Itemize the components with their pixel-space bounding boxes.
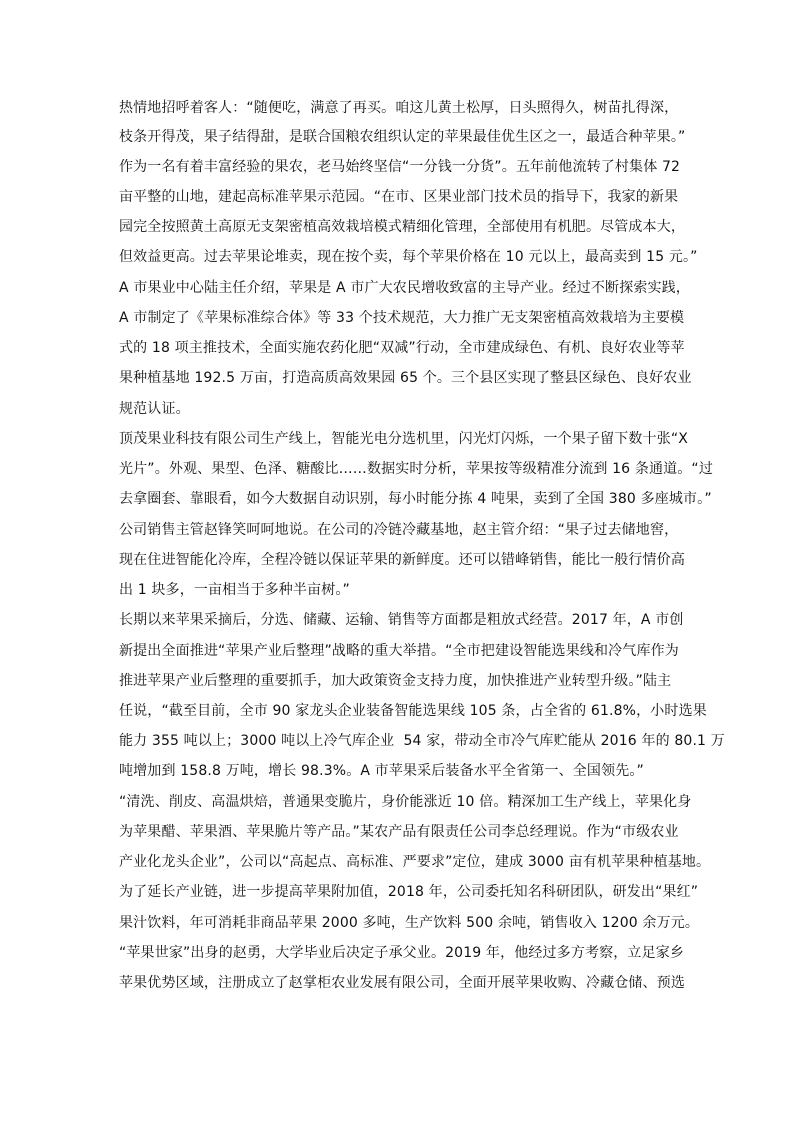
text-line-9: 式的 18 项主推技术，全面实施农药化肥“双减”行动，全市建成绿色、有机、良好农业等苹: [119, 340, 685, 356]
text-line-20: 推进苹果产业后整理的重要抓手，加大政策资金支持力度，加快推进产业转型升级。”陆主: [119, 673, 672, 689]
text-line-4: 亩平整的山地，建起高标准苹果示范园。“在市、区果业部门技术员的指导下，我家的新果: [119, 189, 679, 205]
text-line-8: A 市制定了《苹果标准综合体》等 33 个技术规范，大力推广无支架密植高效栽培为主要模: [119, 310, 685, 326]
text-line-23: 吨增加到 158.8 万吨，增长 98.3%。A 市苹果采后装备水平全省第一、全国领先。”: [119, 763, 644, 779]
text-line-12: 顶茂果业科技有限公司生产线上，智能光电分选机里，闪光灯闪烁，一个果子留下数十张“X: [119, 431, 688, 447]
text-line-30: 苹果优势区域，注册成立了赵掌柜农业发展有限公司，全面开展苹果收购、冷藏仓储、预选: [119, 975, 685, 991]
text-line-18: 长期以来苹果采摘后，分选、储藏、运输、销售等方面都是粗放式经营。2017 年，A 市创: [119, 612, 684, 628]
text-line-29: “苹果世家”出身的赵勇，大学毕业后决定子承父业。2019 年，他经过多方考察，立足家乡: [119, 945, 685, 961]
text-line-15: 公司销售主管赵锋笑呵呵地说。在公司的冷链冷藏基地，赵主管介绍：“果子过去储地窖，: [119, 522, 679, 538]
text-line-16: 现在住进智能化冷库，全程冷链以保证苹果的新鲜度。还可以错峰销售，能比一般行情价高: [119, 552, 685, 568]
text-line-7: A 市果业中心陆主任介绍，苹果是 A 市广大农民增收致富的主导产业。经过不断探索实践，: [119, 280, 690, 296]
text-line-3: 作为一名有着丰富经验的果农，老马始终坚信“一分钱一分货”。五年前他流转了村集体 72: [119, 159, 681, 175]
text-line-28: 果汁饮料，年可消耗非商品苹果 2000 多吨，生产饮料 500 余吨，销售收入 1200 余万元。: [119, 915, 700, 931]
text-line-27: 为了延长产业链，进一步提高苹果附加值，2018 年，公司委托知名科研团队，研发出“果红”: [119, 884, 699, 900]
text-line-26: 产业化龙头企业”，公司以“高起点、高标准、严要求”定位，建成 3000 亩有机苹果种植基地。: [119, 854, 711, 870]
text-line-1: 热情地招呼着客人：“随便吃，满意了再买。咱这儿黄土松厚，日头照得久，树苗扎得深，: [119, 100, 679, 116]
text-line-13: 光片”。外观、果型、色泽、糖酸比……数据实时分析，苹果按等级精准分流到 16 条通道。“过: [119, 461, 713, 477]
text-line-11: 规范认证。: [119, 401, 190, 417]
text-line-25: 为苹果醋、苹果酒、苹果脆片等产品。”某农产品有限责任公司李总经理说。作为“市级农业: [119, 824, 679, 840]
text-line-21: 任说，“截至目前，全市 90 家龙头企业装备智能选果线 105 条，占全省的 61.8%，小时选果: [119, 703, 707, 719]
text-line-24: “清洗、削皮、高温烘焙，普通果变脆片，身价能涨近 10 倍。精深加工生产线上，苹果化身: [119, 794, 692, 810]
text-line-22: 能力 355 吨以上；3000 吨以上冷气库企业 54 家，带动全市冷气库贮能从 2016 年的 80.1 万: [119, 733, 725, 749]
text-line-10: 果种植基地 192.5 万亩，打造高质高效果园 65 个。三个县区实现了整县区绿色、良好农业: [119, 370, 692, 386]
text-line-5: 园完全按照黄土高原无支架密植高效栽培模式精细化管理，全部使用有机肥。尽管成本大，: [119, 219, 685, 235]
text-line-19: 新提出全面推进“苹果产业后整理”战略的重大举措。“全市把建设智能选果线和冷气库作为: [119, 643, 679, 659]
text-line-17: 出 1 块多，一亩相当于多种半亩树。”: [119, 582, 350, 598]
text-line-2: 枝条开得茂，果子结得甜，是联合国粮农组织认定的苹果最佳优生区之一，最适合种苹果。”: [119, 129, 686, 145]
text-line-6: 但效益更高。过去苹果论堆卖，现在按个卖，每个苹果价格在 10 元以上，最高卖到 15 元。”: [119, 249, 698, 265]
text-line-14: 去拿圈套、靠眼看，如今大数据自动识别，每小时能分拣 4 吨果，卖到了全国 380 多座城市。”: [119, 491, 712, 507]
